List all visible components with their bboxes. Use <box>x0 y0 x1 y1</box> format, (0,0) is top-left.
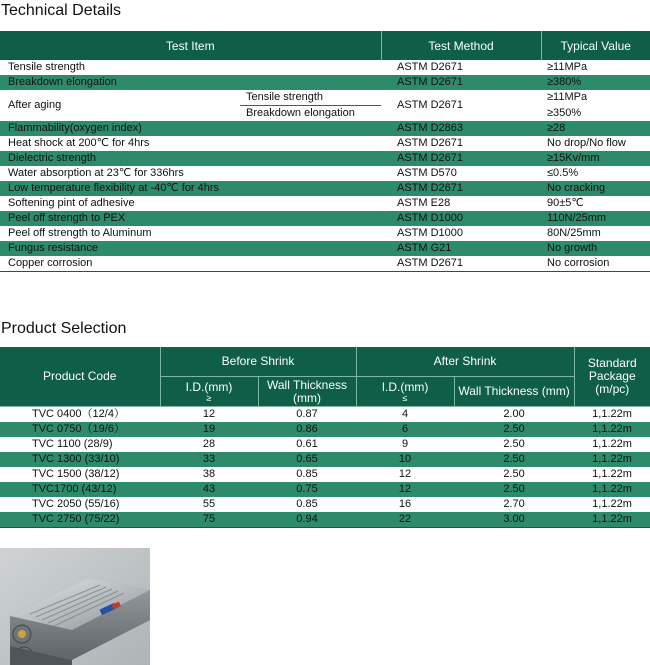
header-id-after-label: I.D.(mm) <box>381 379 429 394</box>
sub-test-item: Breakdown elongation <box>240 106 381 122</box>
id-after: 12 <box>356 482 454 497</box>
table-row <box>0 226 650 241</box>
typical-value: No drop/No flow <box>541 136 650 151</box>
table-row <box>0 181 650 196</box>
typical-value: ≥15Kv/mm <box>541 151 650 166</box>
product-code: TVC 2050 (55/16) <box>0 497 160 512</box>
wall-after: 2.50 <box>454 422 574 437</box>
less-equal-symbol: ≤ <box>402 392 408 403</box>
wall-after: 3.00 <box>454 512 574 528</box>
header-test-item: Test Item <box>0 31 381 60</box>
standard-package: 1,1.22m <box>574 482 650 497</box>
id-after: 22 <box>356 512 454 528</box>
header-test-method: Test Method <box>381 31 541 60</box>
id-before: 55 <box>160 497 258 512</box>
id-before: 19 <box>160 422 258 437</box>
id-after: 6 <box>356 422 454 437</box>
test-method: ASTM D2671 <box>381 90 541 121</box>
test-item: Peel off strength to PEX <box>0 211 381 226</box>
test-method: ASTM D2863 <box>381 121 541 136</box>
table-row <box>0 60 650 75</box>
id-after: 10 <box>356 452 454 467</box>
table-row <box>0 497 650 512</box>
id-after: 4 <box>356 407 454 423</box>
table-row <box>0 211 650 226</box>
sub-test-item: Tensile strength <box>240 90 381 106</box>
wall-after: 2.00 <box>454 407 574 423</box>
table-row <box>0 482 650 497</box>
test-method: ASTM E28 <box>381 196 541 211</box>
wall-before: 0.94 <box>258 512 356 528</box>
wall-before: 0.85 <box>258 497 356 512</box>
test-method: ASTM D2671 <box>381 151 541 166</box>
product-code: TVC 0400（12/4） <box>0 407 160 423</box>
header-wall-before: Wall Thickness (mm) <box>258 377 356 407</box>
table-row <box>0 241 650 256</box>
standard-package: 1,1.22m <box>574 452 650 467</box>
standard-package: 1,1.22m <box>574 467 650 482</box>
test-item: Heat shock at 200℃ for 4hrs <box>0 136 381 151</box>
product-header-row-1 <box>0 347 650 377</box>
test-item: Softening pint of adhesive <box>0 196 381 211</box>
id-after: 16 <box>356 497 454 512</box>
product-code: TVC 2750 (75/22) <box>0 512 160 528</box>
product-selection-table <box>0 347 650 528</box>
typical-value: No cracking <box>541 181 650 196</box>
header-wall-after: Wall Thickness (mm) <box>454 377 574 407</box>
id-before: 75 <box>160 512 258 528</box>
typical-value: ≤0.5% <box>541 166 650 181</box>
table-row <box>0 512 650 528</box>
wall-after: 2.50 <box>454 467 574 482</box>
table-row <box>0 437 650 452</box>
standard-package: 1,1.22m <box>574 497 650 512</box>
product-selection-title: Product Selection <box>1 320 127 337</box>
header-id-after <box>356 377 454 407</box>
wall-after: 2.50 <box>454 482 574 497</box>
standard-package: 1,1.22m <box>574 422 650 437</box>
wall-before: 0.75 <box>258 482 356 497</box>
test-method: ASTM G21 <box>381 241 541 256</box>
typical-value: 90±5℃ <box>541 196 650 211</box>
header-product-code: Product Code <box>0 347 160 407</box>
product-code: TVC 1500 (38/12) <box>0 467 160 482</box>
typical-value: No growth <box>541 241 650 256</box>
header-id-before-label: I.D.(mm) <box>185 379 233 394</box>
table-row <box>0 136 650 151</box>
wall-after: 2.50 <box>454 452 574 467</box>
typical-value: ≥11MPa <box>541 60 650 75</box>
typical-value: No corrosion <box>541 256 650 272</box>
test-item: Tensile strength <box>0 60 381 75</box>
typical-value: ≥380% <box>541 75 650 90</box>
test-item: Peel off strength to Aluminum <box>0 226 381 241</box>
table-row <box>0 467 650 482</box>
wall-after: 2.70 <box>454 497 574 512</box>
id-before: 43 <box>160 482 258 497</box>
id-before: 28 <box>160 437 258 452</box>
product-photo <box>0 548 150 665</box>
test-method: ASTM D1000 <box>381 226 541 241</box>
product-photo-icon <box>0 548 150 665</box>
header-id-before <box>160 377 258 407</box>
table-row <box>0 256 650 272</box>
typical-value: ≥28 <box>541 121 650 136</box>
product-code: TVC1700 (43/12) <box>0 482 160 497</box>
table-row <box>0 151 650 166</box>
test-item: Dielectric strength <box>0 151 381 166</box>
test-method: ASTM D1000 <box>381 211 541 226</box>
technical-details-title: Technical Details <box>1 2 122 19</box>
wall-before: 0.85 <box>258 467 356 482</box>
test-method: ASTM D2671 <box>381 136 541 151</box>
wall-after: 2.50 <box>454 437 574 452</box>
table-row <box>0 90 650 106</box>
header-before-shrink: Before Shrink <box>160 347 356 377</box>
test-item: Low temperature flexibility at -40℃ for 4hrs <box>0 181 381 196</box>
test-method: ASTM D570 <box>381 166 541 181</box>
test-method: ASTM D2671 <box>381 75 541 90</box>
table-row <box>0 196 650 211</box>
typical-value: ≥350% <box>541 106 650 122</box>
greater-equal-symbol: ≥ <box>206 392 212 403</box>
id-before: 38 <box>160 467 258 482</box>
id-after: 12 <box>356 467 454 482</box>
table-row <box>0 452 650 467</box>
test-item: Copper corrosion <box>0 256 381 272</box>
technical-header-row <box>0 31 650 60</box>
test-item: After aging <box>0 90 240 121</box>
test-method: ASTM D2671 <box>381 60 541 75</box>
id-before: 33 <box>160 452 258 467</box>
wall-before: 0.86 <box>258 422 356 437</box>
typical-value: 110N/25mm <box>541 211 650 226</box>
product-code: TVC 0750（19/6） <box>0 422 160 437</box>
table-row <box>0 75 650 90</box>
standard-package: 1,1.22m <box>574 407 650 423</box>
header-standard-package: Standard Package (m/pc) <box>574 347 650 407</box>
table-row <box>0 166 650 181</box>
test-method: ASTM D2671 <box>381 181 541 196</box>
test-item: Water absorption at 23℃ for 336hrs <box>0 166 381 181</box>
standard-package: 1,1.22m <box>574 512 650 528</box>
test-item: Fungus resistance <box>0 241 381 256</box>
header-after-shrink: After Shrink <box>356 347 574 377</box>
id-before: 12 <box>160 407 258 423</box>
table-row <box>0 422 650 437</box>
table-row <box>0 407 650 423</box>
typical-value: ≥11MPa <box>541 90 650 106</box>
wall-before: 0.61 <box>258 437 356 452</box>
id-after: 9 <box>356 437 454 452</box>
test-item: Breakdown elongation <box>0 75 381 90</box>
wall-before: 0.65 <box>258 452 356 467</box>
test-item: Flammability(oxygen index) <box>0 121 381 136</box>
wall-before: 0.87 <box>258 407 356 423</box>
product-code: TVC 1300 (33/10) <box>0 452 160 467</box>
typical-value: 80N/25mm <box>541 226 650 241</box>
standard-package: 1,1.22m <box>574 437 650 452</box>
test-method: ASTM D2671 <box>381 256 541 272</box>
table-row <box>0 121 650 136</box>
product-code: TVC 1100 (28/9) <box>0 437 160 452</box>
technical-details-table <box>0 31 650 272</box>
header-typical-value: Typical Value <box>541 31 650 60</box>
